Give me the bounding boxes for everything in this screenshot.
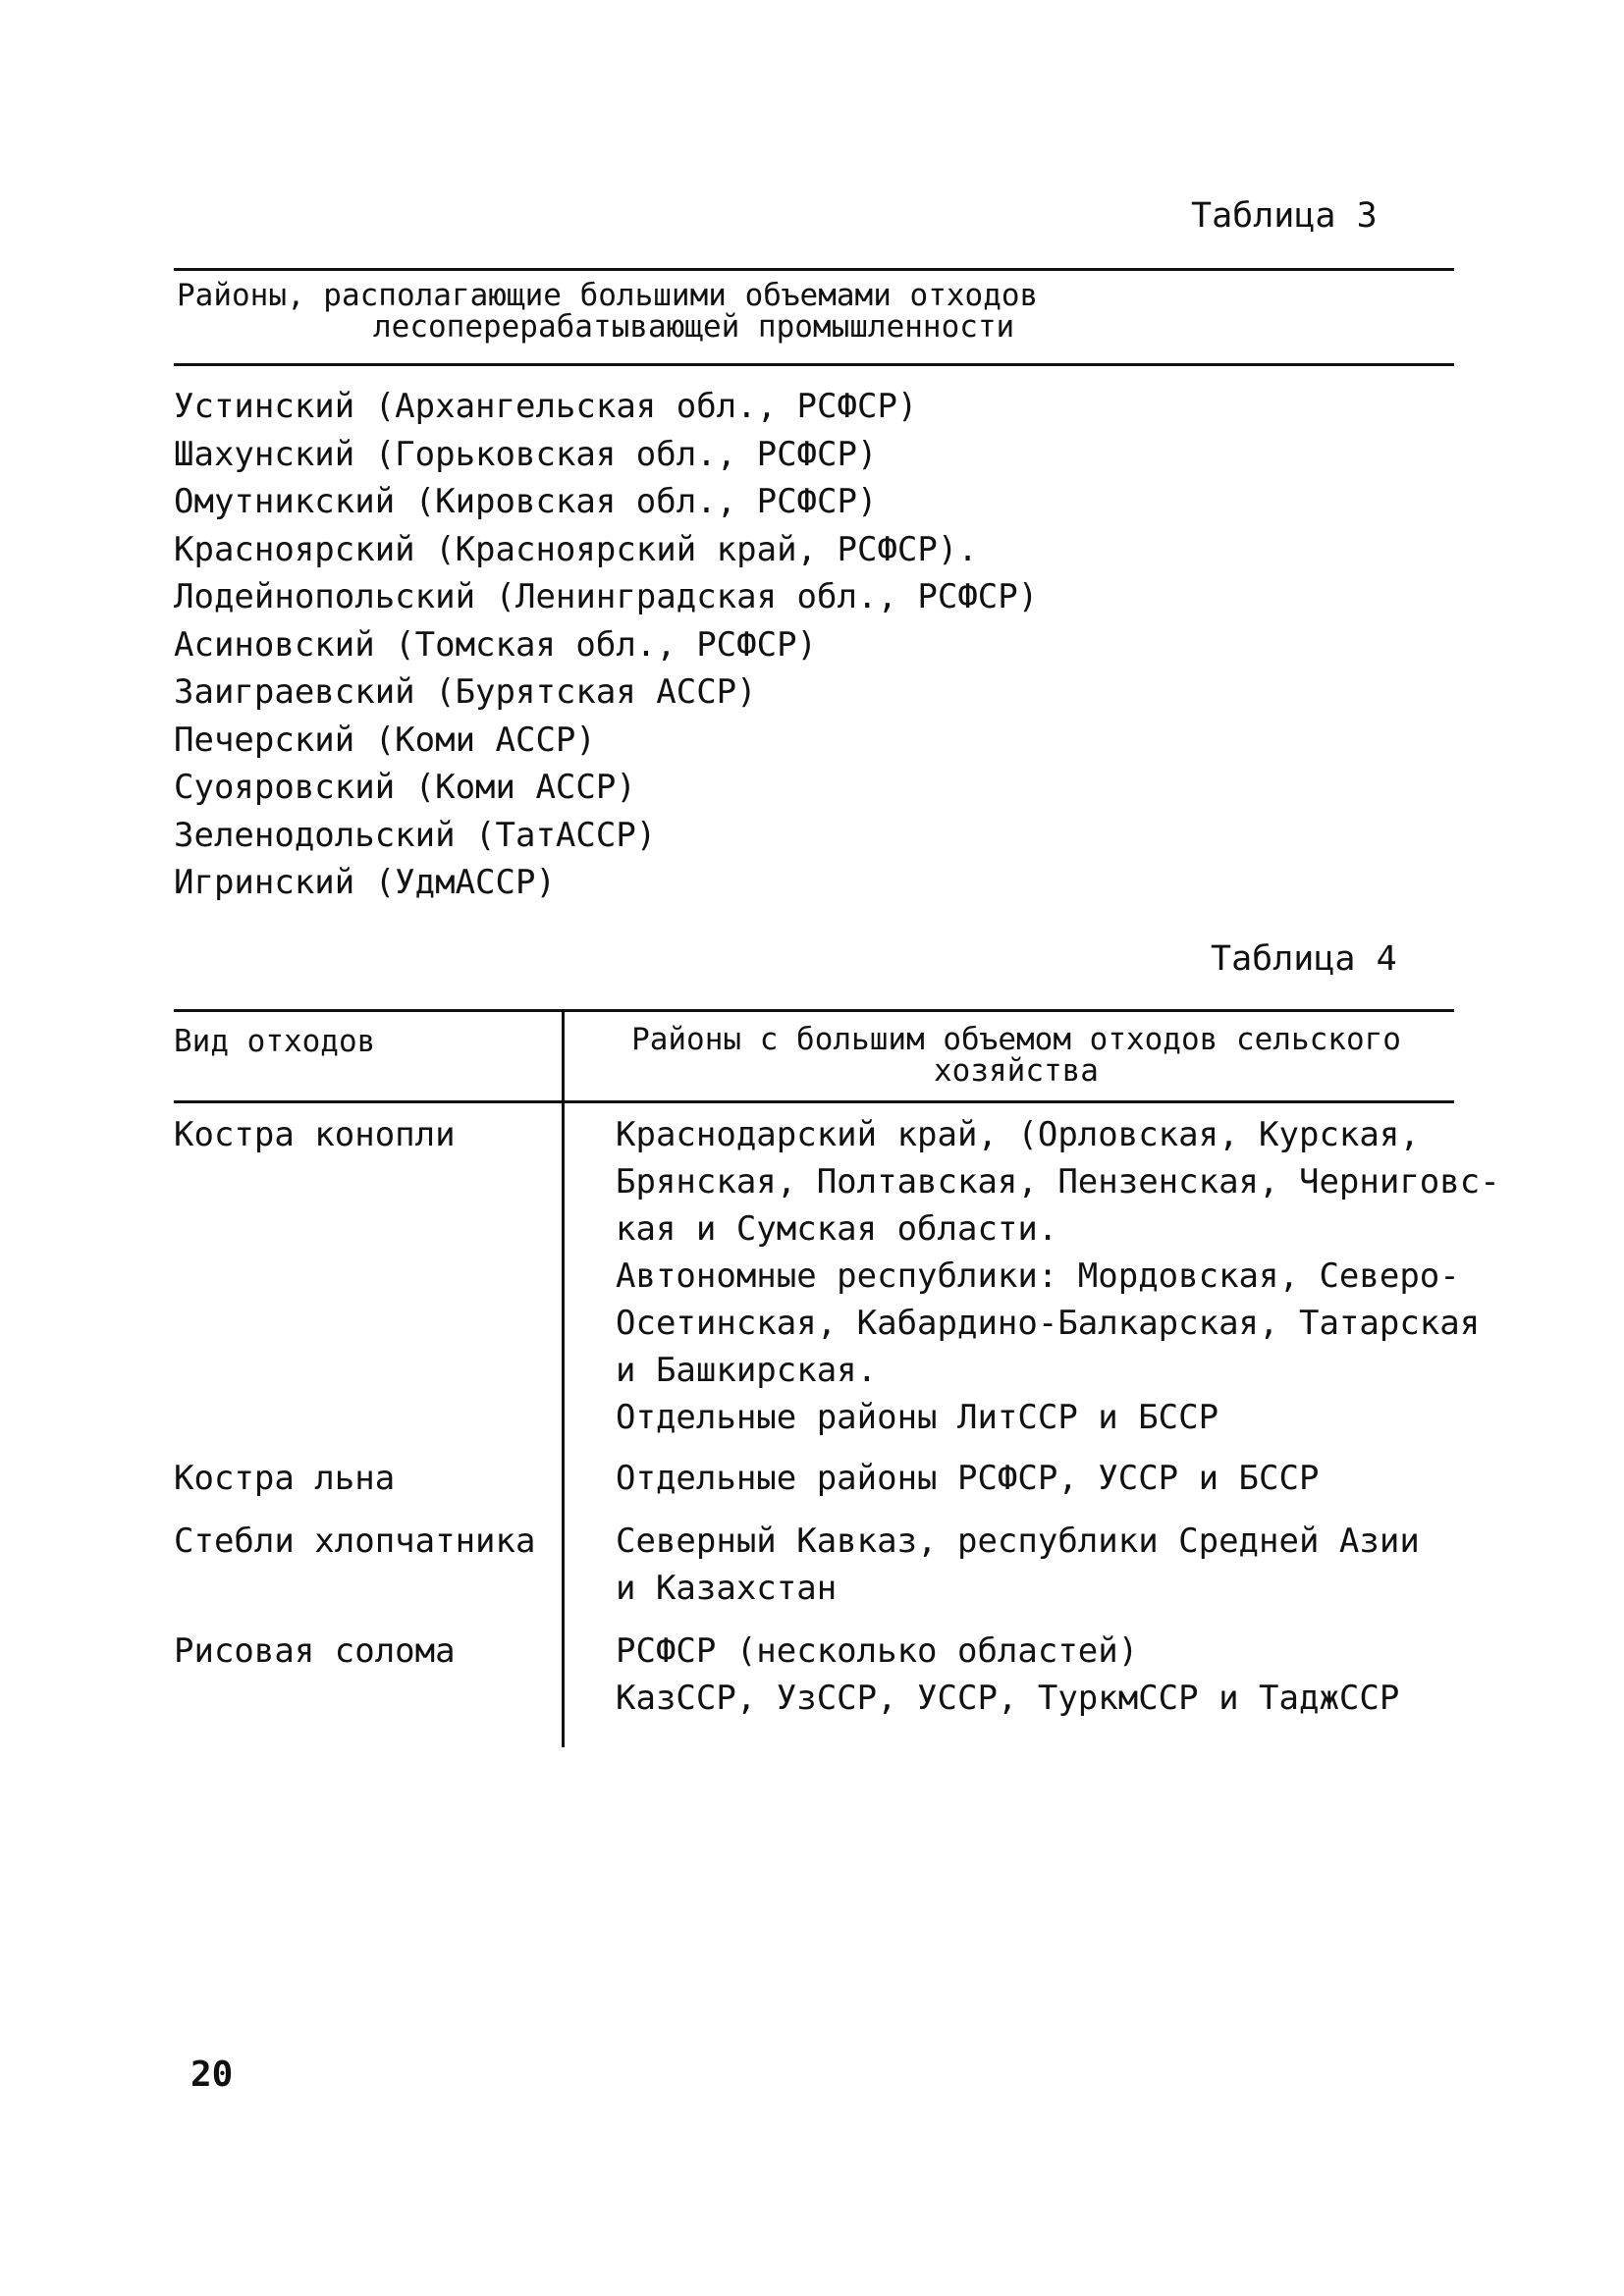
list-item: Шахунский (Горьковская обл., РСФСР) [174,434,878,474]
region-line: Автономные республики: Мордовская, Северо- [616,1256,1460,1296]
table3-top-rule [174,268,1454,271]
region-line: кая и Сумская области. [616,1209,1058,1249]
region-line: и Казахстан [616,1569,838,1608]
table3-header-rule [174,363,1454,366]
list-item: Заиграевский (Бурятская АССР) [174,672,757,712]
list-item: Игринский (УдмАССР) [174,863,556,902]
region-line: Отдельные районы ЛитССР и БССР [616,1398,1219,1437]
regions-list [616,1518,1420,1612]
table4-column-divider [562,1011,565,1747]
table4-header-col2-line2: хозяйства [934,1053,1099,1089]
list-item: Печерский (Коми АССР) [174,720,596,760]
region-line: КазССР, УзССР, УССР, ТуркмССР и ТаджССР [616,1679,1400,1718]
region-line: Отдельные районы РСФСР, УССР и БССР [616,1459,1320,1498]
table4-label: Таблица 4 [1211,939,1397,979]
region-line: РСФСР (несколько областей) [616,1631,1139,1671]
waste-type: Стебли хлопчатника [174,1522,536,1561]
region-line: и Башкирская. [616,1351,878,1390]
regions-list [616,1111,1500,1441]
region-line: Северный Кавказ, республики Средней Азии [616,1522,1420,1561]
list-item: Омутникский (Кировская обл., РСФСР) [174,482,878,521]
list-item: Устинский (Архангельская обл., РСФСР) [174,387,918,426]
list-item: Суояровский (Коми АССР) [174,768,636,807]
table3-label: Таблица 3 [1191,196,1378,236]
waste-type: Костра льна [174,1459,396,1498]
table4-header-rule [174,1100,1454,1103]
regions-list [616,1628,1399,1722]
table3-header-line2: лесоперерабатывающей промышленности [373,309,1015,345]
page-number: 20 [190,2055,234,2095]
table4-header-col1: Вид отходов [174,1024,376,1059]
regions-list [616,1455,1319,1502]
table4-header-col2-line1: Районы с большим объемом отходов сельского [631,1022,1401,1057]
waste-type: Костра конопли [174,1115,456,1154]
list-item: Асиновский (Томская обл., РСФСР) [174,624,818,665]
waste-type: Рисовая солома [174,1631,456,1671]
list-item: Лодейнопольский (Ленинградская обл., РСФСР) [174,577,1039,616]
table3-list [174,383,1038,907]
region-line: Краснодарский край, (Орловская, Курская, [616,1115,1420,1154]
list-item: Зеленодольский (ТатАССР) [174,815,657,855]
table4-header-col2 [579,1024,1453,1087]
table3-header-line1: Районы, располагающие большими объемами отходов [177,278,1039,313]
region-line: Осетинская, Кабардино-Балкарская, Татарская [616,1304,1481,1343]
region-line: Брянская, Полтавская, Пензенская, Черниговс- [616,1162,1500,1201]
table4-top-rule [174,1009,1454,1012]
list-item: Красноярский (Красноярский край, РСФСР). [174,529,978,569]
table3-header [177,280,1038,343]
